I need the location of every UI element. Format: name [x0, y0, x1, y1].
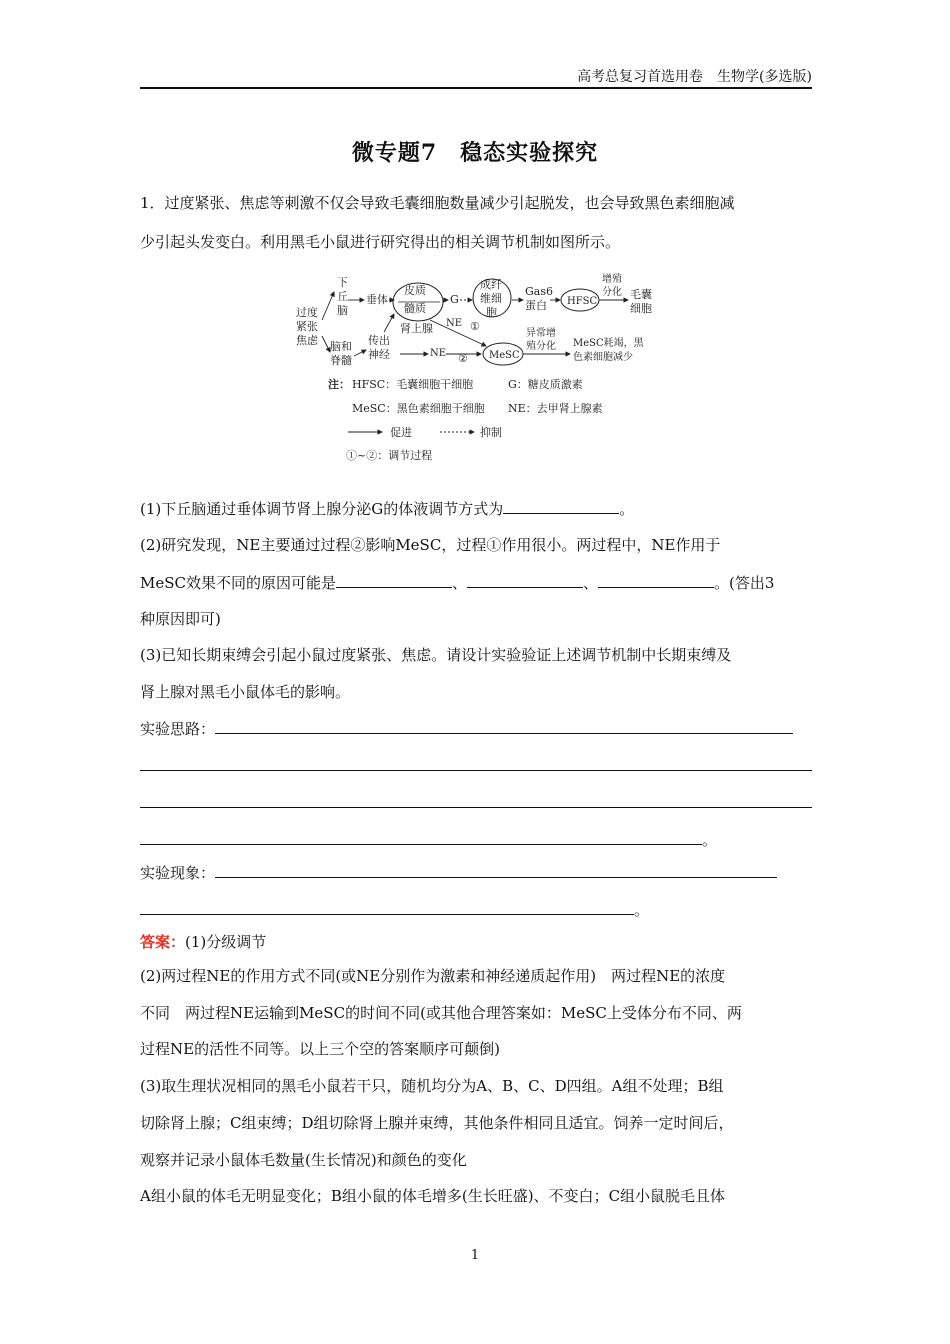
experiment-phenomenon-label: 实验现象：	[140, 864, 216, 882]
hypothalamus-label-1: 下	[337, 276, 348, 289]
experiment-idea-blank-2[interactable]	[140, 755, 812, 771]
medulla-label: 髓质	[404, 302, 426, 315]
sub1-end: 。	[619, 500, 635, 518]
process-2-label: ②	[458, 352, 468, 365]
sub3-line-1: (3)已知长期束缚会引起小鼠过度紧张、焦虑。请设计实验验证上述调节机制中长期束缚及	[140, 646, 732, 664]
note-hfsc: HFSC：毛囊细胞干细胞	[352, 378, 474, 391]
result-label-1: MeSC耗竭，黑	[573, 338, 644, 349]
legend-process-label: ①~②：调节过程	[346, 449, 433, 462]
experiment-idea-label: 实验思路：	[140, 720, 216, 738]
gas6-label-2: 蛋白	[525, 299, 547, 312]
experiment-phenomenon-blank-2[interactable]	[140, 899, 634, 915]
question-line-2: 少引起头发变白。利用黑毛小鼠进行研究得出的相关调节机制如图所示。	[140, 233, 621, 251]
prolif-label-1: 增殖	[602, 274, 622, 285]
fibroblast-label-3: 胞	[486, 306, 497, 319]
efferent-label-2: 神经	[368, 348, 390, 361]
sub2-sep-2: 、	[583, 574, 599, 592]
hypothalamus-label-2: 丘	[337, 290, 348, 303]
sub1-text: (1)下丘脑通过垂体调节肾上腺分泌G的体液调节方式为	[140, 500, 504, 518]
result-label-2: 色素细胞减少	[573, 352, 633, 363]
arrow-brain-efferent	[354, 350, 366, 356]
running-header: 高考总复习首选用卷 生物学(多选版)	[577, 69, 812, 85]
sub2-hint: 。(答出3	[714, 574, 775, 592]
arrow-stress-hypothalamus	[322, 292, 334, 320]
experiment-idea-line-4	[140, 829, 812, 850]
abnormal-label-2: 殖分化	[526, 341, 556, 352]
answer-3-line-1: (3)取生理状况相同的黑毛小鼠若干只，随机均分为A、B、C、D四组。A组不处理；B组	[140, 1077, 724, 1095]
experiment-idea-end: 。	[702, 831, 718, 849]
sub1-answer-blank[interactable]	[503, 498, 619, 514]
experiment-idea-blank-4[interactable]	[140, 829, 702, 845]
page-title: 微专题7 稳态实验探究	[351, 140, 599, 166]
answer-3-line-3: 观察并记录小鼠体毛数量(生长情况)和颜色的变化	[140, 1151, 467, 1169]
adrenal-label: 肾上腺	[400, 322, 433, 335]
answer-label: 答案：	[140, 933, 186, 951]
stress-label-1: 过度	[296, 306, 318, 319]
arrow-efferent-medulla	[384, 314, 394, 332]
experiment-idea-blank-3[interactable]	[140, 792, 812, 808]
sub2-line-1: (2)研究发现，NE主要通过过程②影响MeSC，过程①作用很小。两过程中，NE作用于	[140, 536, 721, 554]
answer-line-1	[140, 932, 812, 952]
brain-label-2: 脊髓	[330, 354, 352, 367]
arrow-stress-brain	[322, 336, 330, 352]
fibroblast-label-1: 成纤	[480, 278, 502, 291]
note-g: G：糖皮质激素	[508, 378, 583, 391]
sub2-line-3: 种原因即可)	[140, 610, 221, 628]
hair-cell-label-2: 细胞	[630, 302, 652, 315]
note-mesc: MeSC：黑色素细胞干细胞	[352, 402, 485, 415]
efferent-label-1: 传出	[368, 334, 390, 347]
ne-upper-label: NE	[446, 318, 463, 329]
experiment-phenomenon-line	[140, 862, 812, 883]
stress-label-3: 焦虑	[296, 334, 318, 347]
brain-label-1: 脑和	[330, 340, 352, 353]
cortex-label: 皮质	[404, 284, 426, 297]
g-label: G	[450, 293, 459, 306]
experiment-idea-blank-1[interactable]	[215, 718, 793, 734]
abnormal-label-1: 异常增	[526, 328, 556, 339]
sub3-line-2: 肾上腺对黑毛小鼠体毛的影响。	[140, 683, 351, 701]
sub2-blank-2[interactable]	[467, 572, 583, 588]
header-rule	[140, 87, 812, 89]
experiment-idea-line	[140, 718, 812, 739]
pituitary-label: 垂体	[366, 293, 388, 306]
page-number: 1	[470, 1248, 480, 1263]
sub2-line-2	[140, 572, 812, 593]
prolif-label-2: 分化	[602, 287, 622, 298]
gas6-label-1: Gas6	[525, 285, 553, 298]
experiment-phenomenon-blank-1[interactable]	[215, 862, 777, 878]
note-label: 注：	[328, 378, 350, 391]
sub2-blank-3[interactable]	[598, 572, 714, 588]
legend-promote-label: 促进	[390, 426, 412, 439]
sub2-blank-1[interactable]	[336, 572, 452, 588]
stress-label-2: 紧张	[296, 320, 318, 333]
experiment-idea-line-2	[140, 755, 812, 776]
answer-3-line-2: 切除肾上腺；C组束缚；D组切除肾上腺并束缚，其他条件相同且适宜。饲养一定时间后，	[140, 1114, 734, 1132]
question-line-1: 1．过度紧张、焦虑等刺激不仅会导致毛囊细胞数量减少引起脱发，也会导致黑色素细胞减	[140, 194, 735, 212]
hair-cell-label-1: 毛囊	[630, 288, 652, 301]
hfsc-label: HFSC	[567, 296, 598, 307]
answer-1: (1)分级调节	[185, 933, 267, 951]
answer-4-line-1: A组小鼠的体毛无明显变化；B组小鼠的体毛增多(生长旺盛)、不变白；C组小鼠脱毛且体	[140, 1187, 726, 1205]
ne-lower-label: NE	[430, 348, 447, 359]
mesc-label: MeSC	[489, 350, 520, 361]
answer-2-line-2: 不同 两过程NE运输到MeSC的时间不同(或其他合理答案如：MeSC上受体分布不同、两	[140, 1004, 742, 1022]
experiment-phenomenon-line-2	[140, 899, 812, 920]
sub-question-1	[140, 498, 812, 519]
regulation-diagram	[290, 270, 670, 470]
hypothalamus-label-3: 脑	[337, 304, 348, 317]
experiment-idea-line-3	[140, 792, 812, 813]
experiment-phenomenon-end: 。	[634, 901, 650, 919]
answer-2-line-1: (2)两过程NE的作用方式不同(或NE分别作为激素和神经递质起作用) 两过程NE的浓度	[140, 967, 726, 985]
fibroblast-label-2: 维细	[480, 292, 502, 305]
sub2-text: MeSC效果不同的原因可能是	[140, 574, 336, 592]
sub2-sep-1: 、	[452, 574, 468, 592]
process-1-label: ①	[470, 320, 480, 333]
note-ne: NE：去甲肾上腺素	[508, 402, 603, 415]
answer-2-line-3: 过程NE的活性不同等。以上三个空的答案顺序可颠倒)	[140, 1040, 500, 1058]
legend-inhibit-label: 抑制	[480, 426, 502, 439]
